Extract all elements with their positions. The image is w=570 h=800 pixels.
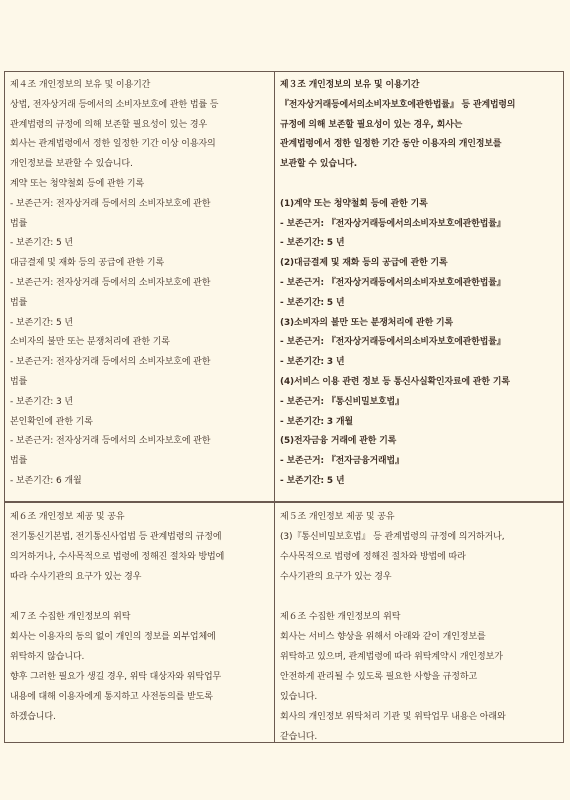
text-line: 대금결제 및 재화 등의 공급에 관한 기록 (10, 258, 165, 269)
text-line: - 보존근거: 『통신비밀보호법』 (280, 396, 404, 407)
text-line: - 보존기간: 3 년 (280, 357, 345, 368)
text-line: - 보존근거: 전자상거래 등에서의 소비자보호에 관한 (10, 277, 211, 288)
text-line: 같습니다. (280, 731, 318, 742)
text-line: 향후 그러한 필요가 생길 경우, 위탁 대상자와 위탁업무 (10, 671, 222, 682)
text-line: (2)대금결제 및 재화 등의 공급에 관한 기록 (280, 258, 448, 269)
text-line: - 보존근거: 전자상거래 등에서의 소비자보호에 관한 (10, 198, 211, 209)
text-line: 제７조 수집한 개인정보의 위탁 (10, 611, 131, 622)
blank-line (10, 587, 269, 607)
text-line: - 보존근거: 『전자상거래등에서의소비자보호에관한법률』 (280, 337, 506, 348)
blank-line (280, 587, 558, 607)
blank-line (280, 175, 558, 195)
text-line: 따라 수사기관의 요구가 있는 경우 (10, 572, 142, 582)
text-line: 위탁하고 있으며, 관계법령에 따라 위탁계약시 개인정보가 (280, 651, 503, 662)
text-line: - 보존근거: 전자상거래 등에서의 소비자보호에 관한 (10, 436, 211, 447)
text-line: 제４조 개인정보의 보유 및 이용기간 (10, 80, 151, 90)
text-line: 회사의 개인정보 위탁처리 기관 및 위탁업무 내용은 아래와 (280, 711, 506, 722)
text-line: - 보존근거: 『전자상거래등에서의소비자보호에관한법률』 (280, 277, 506, 288)
text-line: (5)전자금융 거래에 관한 기록 (280, 436, 397, 447)
text-line: 제５조 개인정보 제공 및 공유 (280, 512, 395, 522)
text-line: 소비자의 불만 또는 분쟁처리에 관한 기록 (10, 337, 170, 348)
cell-right-bottom (275, 503, 563, 742)
text-line: - 보존기간: 3 년 (10, 396, 73, 407)
text-line: 내용에 대해 이용자에게 통지하고 사전동의를 받도록 (10, 691, 213, 702)
text-line: 법률 (10, 456, 28, 467)
text-line: - 보존근거: 『전자상거래등에서의소비자보호에관한법률』 (280, 218, 506, 229)
text-line: 법률 (10, 218, 28, 229)
cell-left-bottom (5, 503, 275, 742)
comparison-table (4, 71, 564, 743)
text-line: 제３조 개인정보의 보유 및 이용기간 (280, 80, 420, 90)
text-line: - 보존기간: 5 년 (280, 475, 345, 486)
text-line: - 보존기간: 5 년 (10, 317, 73, 328)
text-line: (1)계약 또는 청약철회 등에 관한 기록 (280, 198, 428, 209)
text-line: - 보존근거: 『전자금융거래법』 (280, 456, 404, 467)
text-line: 전기통신기본법, 전기통신사업법 등 관계법령의 규정에 (10, 532, 222, 542)
cell-left-top (5, 72, 275, 503)
cell-right-top (275, 72, 563, 503)
text-line: 위탁하지 않습니다. (10, 651, 85, 662)
text-line: 제６조 수집한 개인정보의 위탁 (280, 611, 401, 622)
text-line: 규정에 의해 보존할 필요성이 있는 경우, 회사는 (280, 119, 463, 130)
text-line: 상법, 전자상거래 등에서의 소비자보호에 관한 법률 등 (10, 99, 219, 110)
text-line: 있습니다. (280, 691, 318, 702)
text-line: - 보존기간: 5 년 (10, 238, 73, 249)
text-line: - 보존근거: 전자상거래 등에서의 소비자보호에 관한 (10, 357, 211, 368)
text-line: - 보존기간: 3 개월 (280, 416, 353, 427)
text-line: 안전하게 관리될 수 있도록 필요한 사항을 규정하고 (280, 671, 478, 682)
text-line: 회사는 관계법령에서 정한 일정한 기간 이상 이용자의 (10, 139, 216, 150)
text-line: (3)『통신비밀보호법』 등 관계법령의 규정에 의거하거나, (280, 532, 505, 542)
text-line: (3)소비자의 불만 또는 분쟁처리에 관한 기록 (280, 317, 453, 328)
text-line: 관계법령에서 정한 일정한 기간 동안 이용자의 개인정보를 (280, 139, 502, 150)
text-line: 관계법령의 규정에 의해 보존할 필요성이 있는 경우 (10, 119, 208, 130)
text-line: - 보존기간: 5 년 (280, 238, 345, 249)
text-line: 제６조 개인정보 제공 및 공유 (10, 512, 125, 522)
text-line: 보관할 수 있습니다. (280, 159, 358, 170)
text-line: 수사기관의 요구가 있는 경우 (280, 572, 392, 582)
text-line: 회사는 이용자의 동의 없이 개인의 정보를 외부업체에 (10, 631, 216, 642)
text-line: 하겠습니다. (10, 711, 56, 722)
text-line: - 보존기간: 6 개월 (10, 475, 82, 486)
text-line: 법률 (10, 376, 28, 387)
text-line: 수사목적으로 법령에 정해진 절차와 방법에 따라 (280, 552, 466, 562)
text-line: - 보존기간: 5 년 (280, 297, 345, 308)
text-line: 법률 (10, 297, 28, 308)
text-line: 계약 또는 청약철회 등에 관한 기록 (10, 178, 145, 189)
text-line: 본인확인에 관한 기록 (10, 416, 93, 427)
text-line: 『전자상거래등에서의소비자보호에관한법률』 등 관계법령의 (280, 99, 516, 110)
text-line: (4)서비스 이용 관련 정보 등 통신사실확인자료에 관한 기록 (280, 376, 510, 387)
text-line: 의거하거나, 수사목적으로 법령에 정해진 절차와 방법에 (10, 552, 225, 562)
text-line: 개인정보를 보관할 수 있습니다. (10, 159, 133, 170)
text-line: 회사는 서비스 향상을 위해서 아래와 같이 개인정보를 (280, 631, 486, 642)
